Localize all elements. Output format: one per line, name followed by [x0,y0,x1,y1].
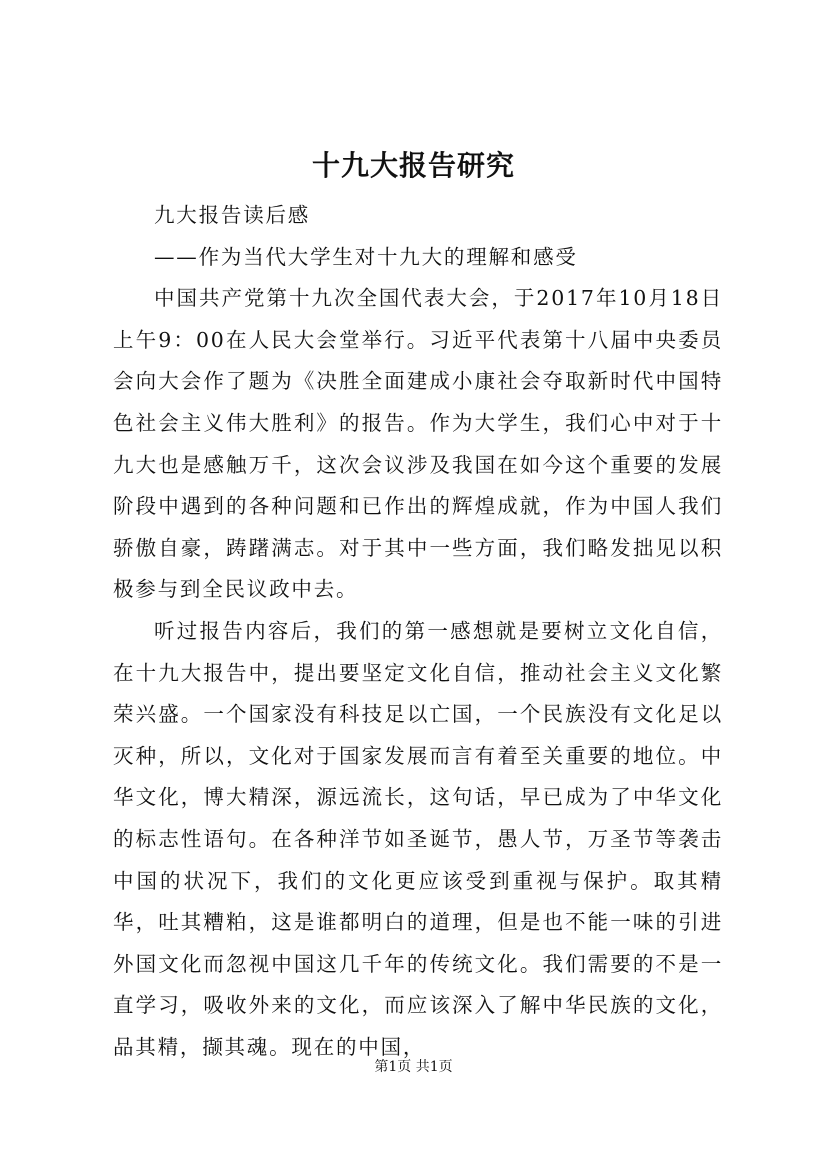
document-body [113,195,723,1068]
paragraph-culture: 听过报告内容后，我们的第一感想就是要树立文化自信，在十九大报告中，提出要坚定文化自信，推动社会主义文化繁荣兴盛。一个国家没有科技足以亡国，一个民族没有文化足以灭种，所以，文化对于国家发展而言有着至关重要的地位。中华文化，博大精深，源远流长，这句话，早已成为了中华文化的标志性语句。在各种洋节如圣诞节，愚人节，万圣节等袭击中国的状况下，我们的文化更应该受到重视与保护。取其精华，吐其糟粕，这是谁都明白的道理，但是也不能一味的引进外国文化而忽视中国这几千年的传统文化。我们需要的不是一直学习，吸收外来的文化，而应该深入了解中华民族的文化，品其精，撷其魂。现在的中国， [113,618,723,1059]
paragraph-heading: 九大报告读后感 [154,203,311,227]
document-title: 十九大报告研究 [311,149,515,182]
paragraph-subtitle: ——作为当代大学生对十九大的理解和感受 [154,244,578,269]
paragraph-intro: 中国共产党第十九次全国代表大会，于2017年10月18日上午9：00在人民大会堂举行。习近平代表第十八届中央委员会向大会作了题为《决胜全面建成小康社会夺取新时代中国特色社会主义伟大胜利》的报告。作为大学生，我们心中对于十九大也是感触万千，这次会议涉及我国在如今这个重要的发展阶段中遇到的各种问题和已作出的辉煌成就，作为中国人我们骄傲自豪，踌躇满志。对于其中一些方面，我们略发拙见以积极参与到全民议政中去。 [113,286,723,602]
page-footer: 第1页 共1页 [374,1059,453,1075]
